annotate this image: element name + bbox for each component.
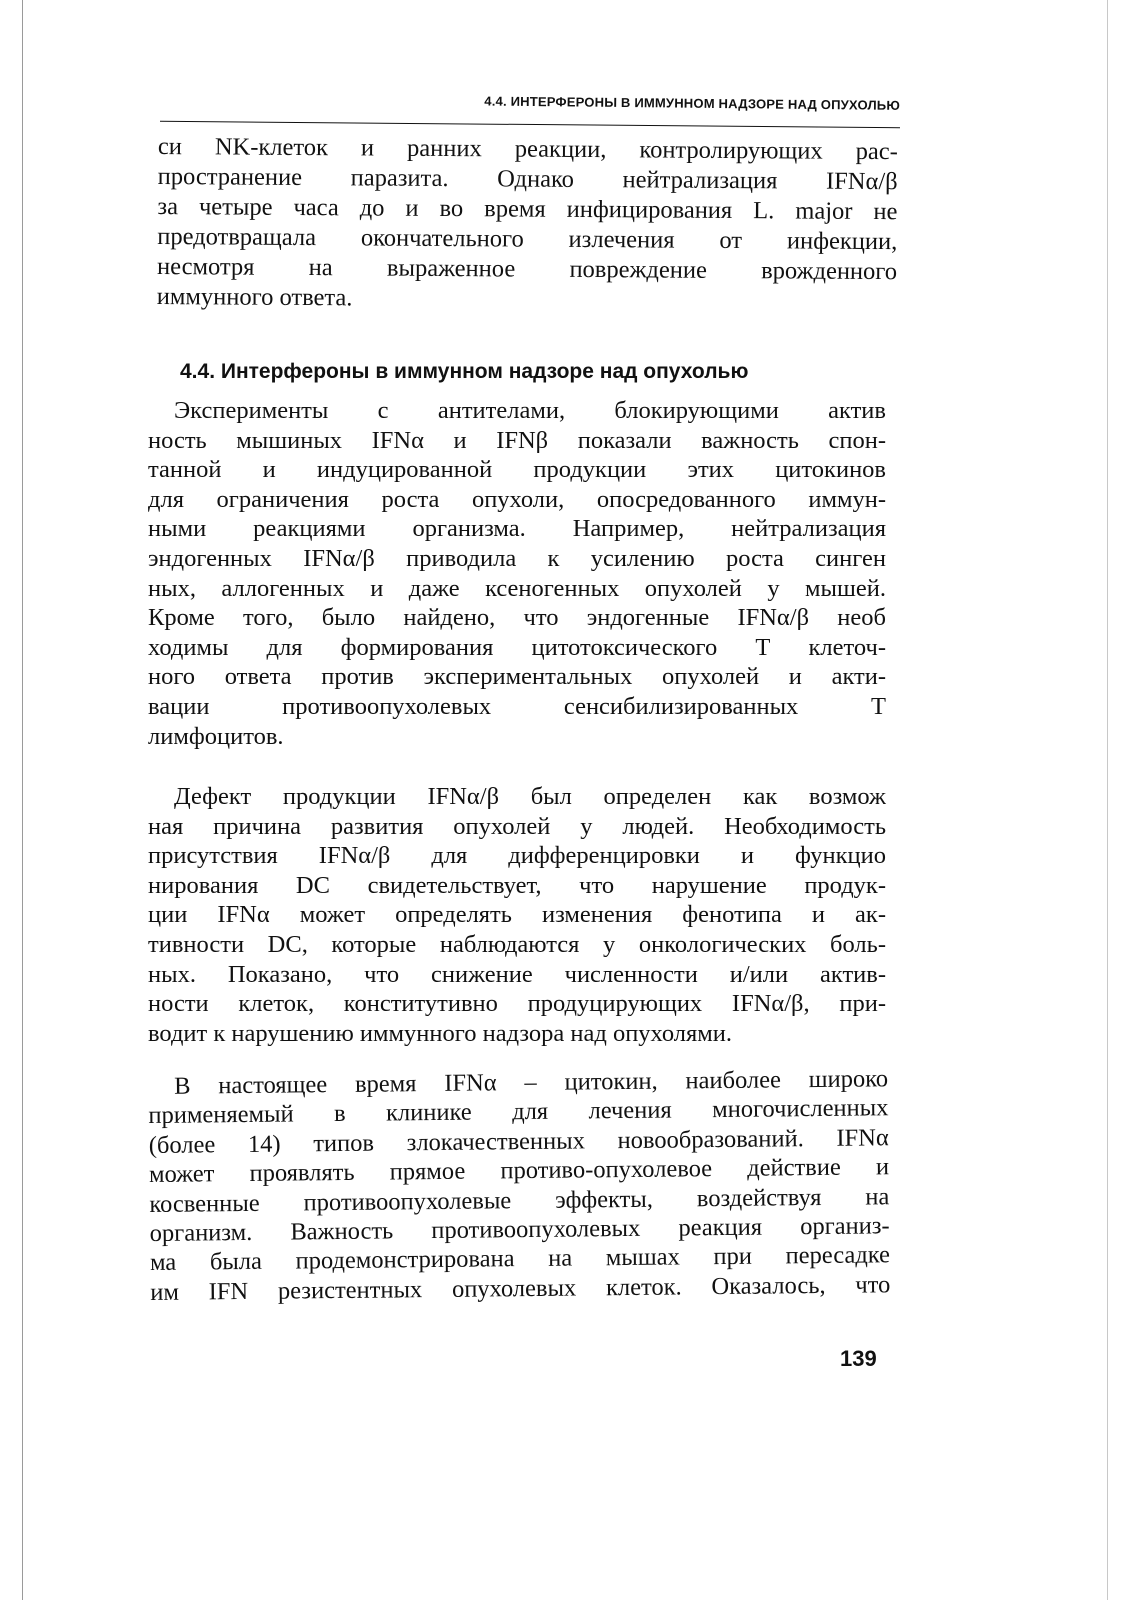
text-line: лимфоцитов.	[148, 722, 284, 750]
text-line: ными реакциями организма. Например, нейтрализация	[148, 515, 886, 543]
paragraph-3	[148, 1064, 890, 1307]
text-line: косвенные противоопухолевые эффекты, воздействуя на	[149, 1182, 890, 1218]
text-line: присутствия IFNα/β для дифференцировки и функцио	[148, 842, 886, 870]
text-line: за четыре часа до и во время инфицирования L. major не	[157, 192, 898, 226]
text-line: си NK-клеток и ранних реакции, контролирующих рас-	[157, 132, 898, 166]
text-line: (более 14) типов злокачественных новообразований. IFNα	[148, 1124, 889, 1159]
text-line: ных. Показано, что снижение численности и/или актив-	[148, 960, 886, 988]
paragraph-1	[148, 396, 886, 751]
text-line: Дефект продукции IFNα/β был определен как возмож	[174, 783, 886, 810]
text-line: применяемый в клинике для лечения многочисленных	[148, 1094, 889, 1130]
text-line: несмотря на выраженное повреждение врожденного	[156, 252, 898, 286]
text-line: может проявлять прямое противо-опухолевое действие и	[148, 1153, 890, 1189]
text-line: им IFN резистентных опухолевых клеток. Оказалось, что	[150, 1271, 891, 1306]
text-line: танной и индуцированной продукции этих цитокинов	[148, 456, 886, 484]
page-number: 139	[840, 1346, 877, 1371]
text-line: нирования DC свидетельствует, что нарушение продук-	[148, 871, 886, 899]
text-line: ного ответа против экспериментальных опухолей и акти-	[148, 663, 886, 691]
text-line: организм. Важность противоопухолевых реакция организ-	[149, 1212, 890, 1248]
paragraph-2	[148, 782, 886, 1048]
continuation-paragraph	[157, 132, 898, 317]
text-line: ных, аллогенных и даже ксеногенных опухолей у мышей.	[148, 574, 886, 602]
text-line: ции IFNα может определять изменения фенотипа и ак-	[148, 901, 886, 929]
text-line: В настоящее время IFNα – цитокин, наиболее широко	[174, 1065, 889, 1100]
text-line: эндогенных IFNα/β приводила к усилению роста синген	[148, 544, 886, 572]
text-line: ма была продемонстрирована на мышах при пересадке	[149, 1241, 891, 1277]
text-line: ность мышиных IFNα и IFNβ показали важность спон-	[148, 426, 886, 454]
running-header: 4.4. ИНТЕРФЕРОНЫ В ИММУННОМ НАДЗОРЕ НАД ОПУХОЛЬЮ	[484, 93, 901, 113]
text-line: ная причина развития опухолей у людей. Необходимость	[148, 812, 886, 840]
text-line: вации противоопухолевых сенсибилизированных Т	[148, 692, 886, 720]
text-line: предотвращала окончательного излечения от инфекции,	[157, 222, 898, 256]
text-line: Кроме того, было найдено, что эндогенные IFNα/β необ	[148, 604, 886, 632]
text-line: водит к нарушению иммунного надзора над опухолями.	[148, 1019, 733, 1047]
text-line: для ограничения роста опухоли, опосредованного иммун-	[148, 485, 886, 513]
section-heading: 4.4. Интерфероны в иммунном надзоре над опухолью	[180, 360, 749, 383]
text-line: иммунного ответа.	[156, 282, 353, 312]
text-line: ности клеток, конститутивно продуцирующих IFNα/β, при-	[148, 990, 886, 1018]
text-line: ходимы для формирования цитотоксического Т клеточ-	[148, 633, 886, 661]
text-line: пространение паразита. Однако нейтрализация IFNα/β	[157, 162, 898, 196]
text-line: Эксперименты с антителами, блокирующими актив	[174, 397, 886, 424]
text-line: тивности DC, которые наблюдаются у онкологических боль-	[148, 930, 886, 958]
